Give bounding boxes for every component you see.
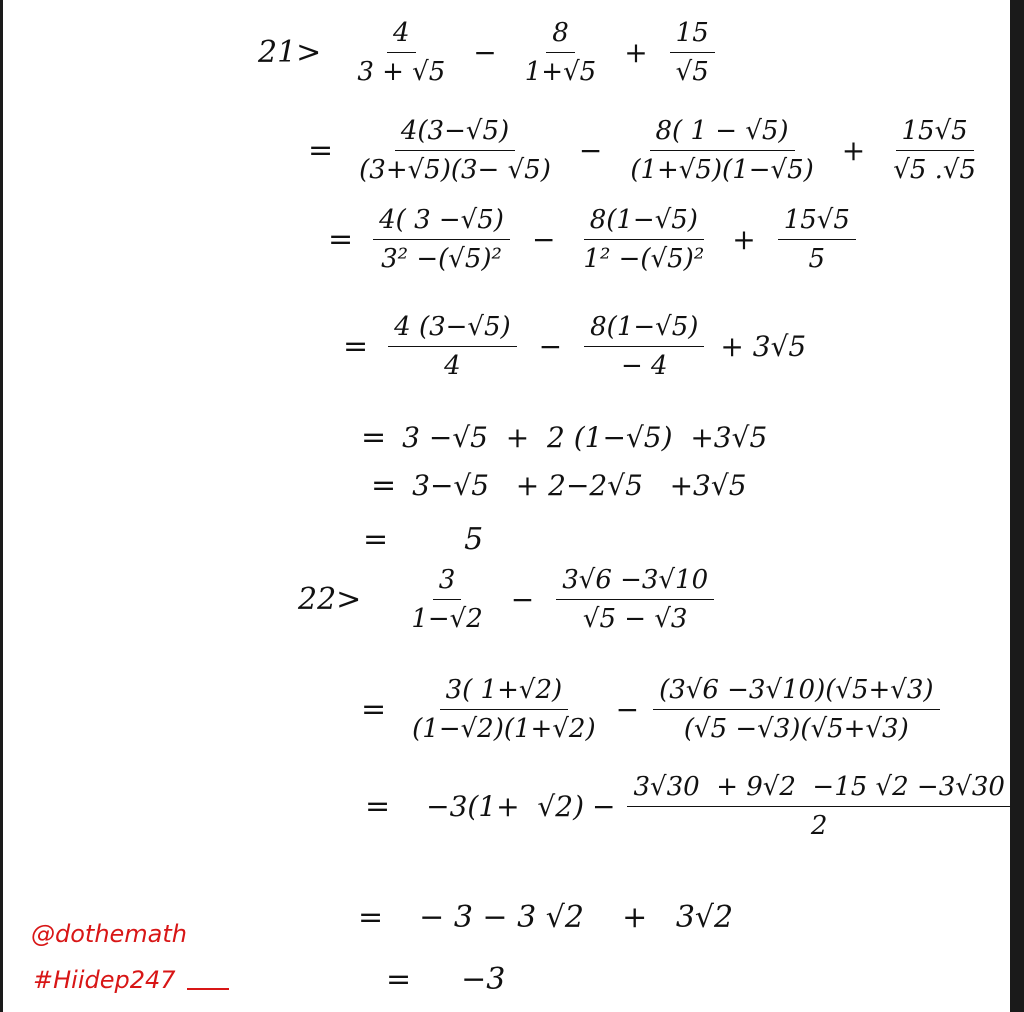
numerator: 15: [670, 18, 715, 53]
numerator: 4 (3−√5): [388, 312, 517, 347]
denominator: 1+√5: [524, 57, 597, 87]
denominator: √5: [675, 57, 709, 87]
p22-given-frac2: [556, 565, 714, 634]
numerator: 3√30 + 9√2 −15 √2 −3√30: [627, 772, 1010, 807]
p22-step1-frac1: [406, 675, 601, 744]
operator: −: [531, 223, 556, 256]
denominator: − 4: [620, 351, 668, 381]
numerator: 4: [387, 18, 416, 53]
signature-tag: #Hiidep247: [33, 966, 176, 994]
denominator: 4: [444, 351, 461, 381]
operator: −: [538, 330, 563, 363]
signature-handle: @dothemath: [31, 920, 188, 948]
denominator: 3 + √5: [357, 57, 446, 87]
term: + 3√5: [720, 330, 807, 363]
operator: −: [615, 693, 640, 726]
operator: −: [578, 134, 603, 167]
p21-step3-frac1: [388, 312, 517, 381]
p21-step1: [308, 116, 986, 185]
operator: −: [510, 583, 535, 616]
p21-step2-frac3: [778, 205, 856, 274]
p22-result: [386, 962, 505, 997]
handwritten-page: [3, 0, 1010, 1012]
p22-step3: [358, 900, 733, 935]
p21-given-frac3: [670, 18, 715, 87]
p21-step2-frac1: [373, 205, 510, 274]
equals-sign: =: [343, 329, 369, 364]
numerator: 15√5: [896, 116, 974, 151]
denominator: √5 − √3: [582, 604, 688, 634]
numerator: 8: [546, 18, 575, 53]
operator: +: [841, 134, 866, 167]
numerator: 8(1−√5): [584, 312, 704, 347]
numerator: 15√5: [778, 205, 856, 240]
denominator: (1+√5)(1−√5): [630, 155, 814, 185]
p22-label: 22>: [298, 582, 362, 617]
denominator: (√5 −√3)(√5+√3): [683, 714, 909, 744]
p21-step3-frac2: [584, 312, 704, 381]
numerator: 3( 1+√2): [440, 675, 569, 710]
p22-step2: [365, 772, 1015, 841]
p21-step5: [371, 468, 747, 503]
numerator: 8(1−√5): [584, 205, 704, 240]
p22-step1: [361, 675, 944, 744]
equals-sign: =: [328, 222, 354, 257]
p21-result: [363, 522, 483, 557]
p22-step1-frac2: [653, 675, 939, 744]
p22-given: [298, 565, 718, 634]
operator: −: [473, 36, 497, 69]
p21-given: [258, 18, 719, 87]
numerator: 8( 1 − √5): [650, 116, 795, 151]
denominator: 2: [810, 811, 828, 841]
equals-sign: =: [308, 133, 334, 168]
right-edge-border: [1010, 0, 1024, 1012]
result-value: −3: [461, 962, 506, 997]
p22-step2-frac1: [627, 772, 1010, 841]
equals-sign: =: [365, 789, 391, 824]
numerator: 4(3−√5): [395, 116, 515, 151]
numerator: 3: [433, 565, 462, 600]
p21-given-frac1: [351, 18, 451, 87]
operator: +: [624, 36, 648, 69]
p21-step4: [361, 420, 767, 455]
equals-sign: =: [361, 420, 387, 455]
p21-step2-frac2: [577, 205, 710, 274]
denominator: 5: [808, 244, 826, 274]
p21-step1-frac1: [353, 116, 557, 185]
numerator: 4( 3 −√5): [373, 205, 510, 240]
result-value: 5: [464, 522, 484, 557]
operator: +: [732, 223, 756, 256]
p21-step2: [328, 205, 860, 274]
term: −3(1+ √2): [426, 790, 584, 823]
equals-sign: =: [363, 522, 389, 557]
expression: 3 −√5 + 2 (1−√5) +3√5: [402, 421, 768, 454]
numerator: (3√6 −3√10)(√5+√3): [653, 675, 939, 710]
denominator: 1−√2: [411, 604, 483, 634]
equals-sign: =: [358, 900, 384, 935]
p21-step1-frac3: [887, 116, 982, 185]
p21-label: 21>: [258, 35, 322, 70]
signature-underline: [187, 984, 231, 994]
p22-given-frac1: [405, 565, 488, 634]
equals-sign: =: [371, 468, 397, 503]
denominator: 3² −(√5)²: [381, 244, 502, 274]
p21-step1-frac2: [624, 116, 819, 185]
denominator: (3+√5)(3− √5): [359, 155, 551, 185]
denominator: √5 .√5: [893, 155, 976, 185]
equals-sign: =: [361, 692, 387, 727]
p21-given-frac2: [519, 18, 602, 87]
expression: 3−√5 + 2−2√5 +3√5: [412, 469, 747, 502]
denominator: 1² −(√5)²: [583, 244, 705, 274]
expression: − 3 − 3 √2 + 3√2: [419, 900, 734, 935]
operator: −: [592, 790, 616, 823]
equals-sign: =: [386, 962, 412, 997]
p21-step3: [343, 312, 806, 381]
numerator: 3√6 −3√10: [556, 565, 714, 600]
denominator: (1−√2)(1+√2): [412, 714, 596, 744]
